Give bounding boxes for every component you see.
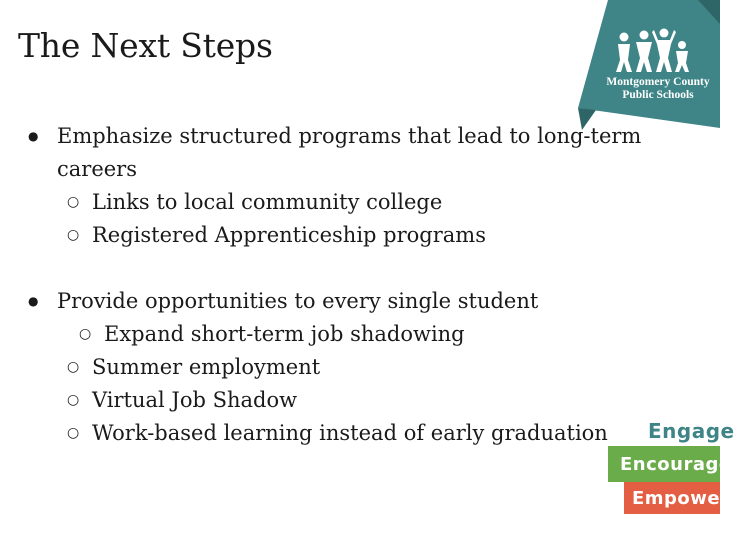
engage-band bbox=[648, 414, 735, 448]
sub-bullet: ○ Registered Apprenticeship programs bbox=[57, 219, 648, 252]
encourage-band bbox=[608, 446, 732, 482]
bullet-text: ● Emphasize structured programs that lead to long-term careers bbox=[57, 124, 642, 181]
bullet-text: ● Provide opportunities to every single student bbox=[57, 289, 539, 313]
logo-text-line2: Public Schools bbox=[622, 89, 694, 101]
sub-bullet: ○ Virtual Job Shadow bbox=[57, 384, 648, 417]
sub-bullet: ○ Work-based learning instead of early graduation bbox=[57, 417, 648, 450]
empower-band bbox=[624, 482, 730, 514]
slide-title: The Next Steps bbox=[18, 26, 273, 65]
logo-text-line1: Montgomery County bbox=[606, 76, 710, 88]
mcps-logo bbox=[578, 0, 720, 132]
sub-bullet: ○ Summer employment bbox=[57, 351, 648, 384]
engage-label: Engage bbox=[648, 419, 735, 443]
logo-banner-icon bbox=[578, 0, 720, 132]
sub-bullet: ○ Links to local community college bbox=[57, 186, 648, 219]
bullet-item-2 bbox=[28, 285, 648, 450]
bullet-item-1 bbox=[28, 120, 648, 252]
bullet-list bbox=[28, 120, 648, 483]
encourage-label: Encourage bbox=[620, 453, 732, 475]
motto-graphic bbox=[600, 398, 735, 523]
empower-label: Empower bbox=[632, 487, 730, 509]
sub-bullet: ○ Expand short-term job shadowing bbox=[69, 318, 648, 351]
